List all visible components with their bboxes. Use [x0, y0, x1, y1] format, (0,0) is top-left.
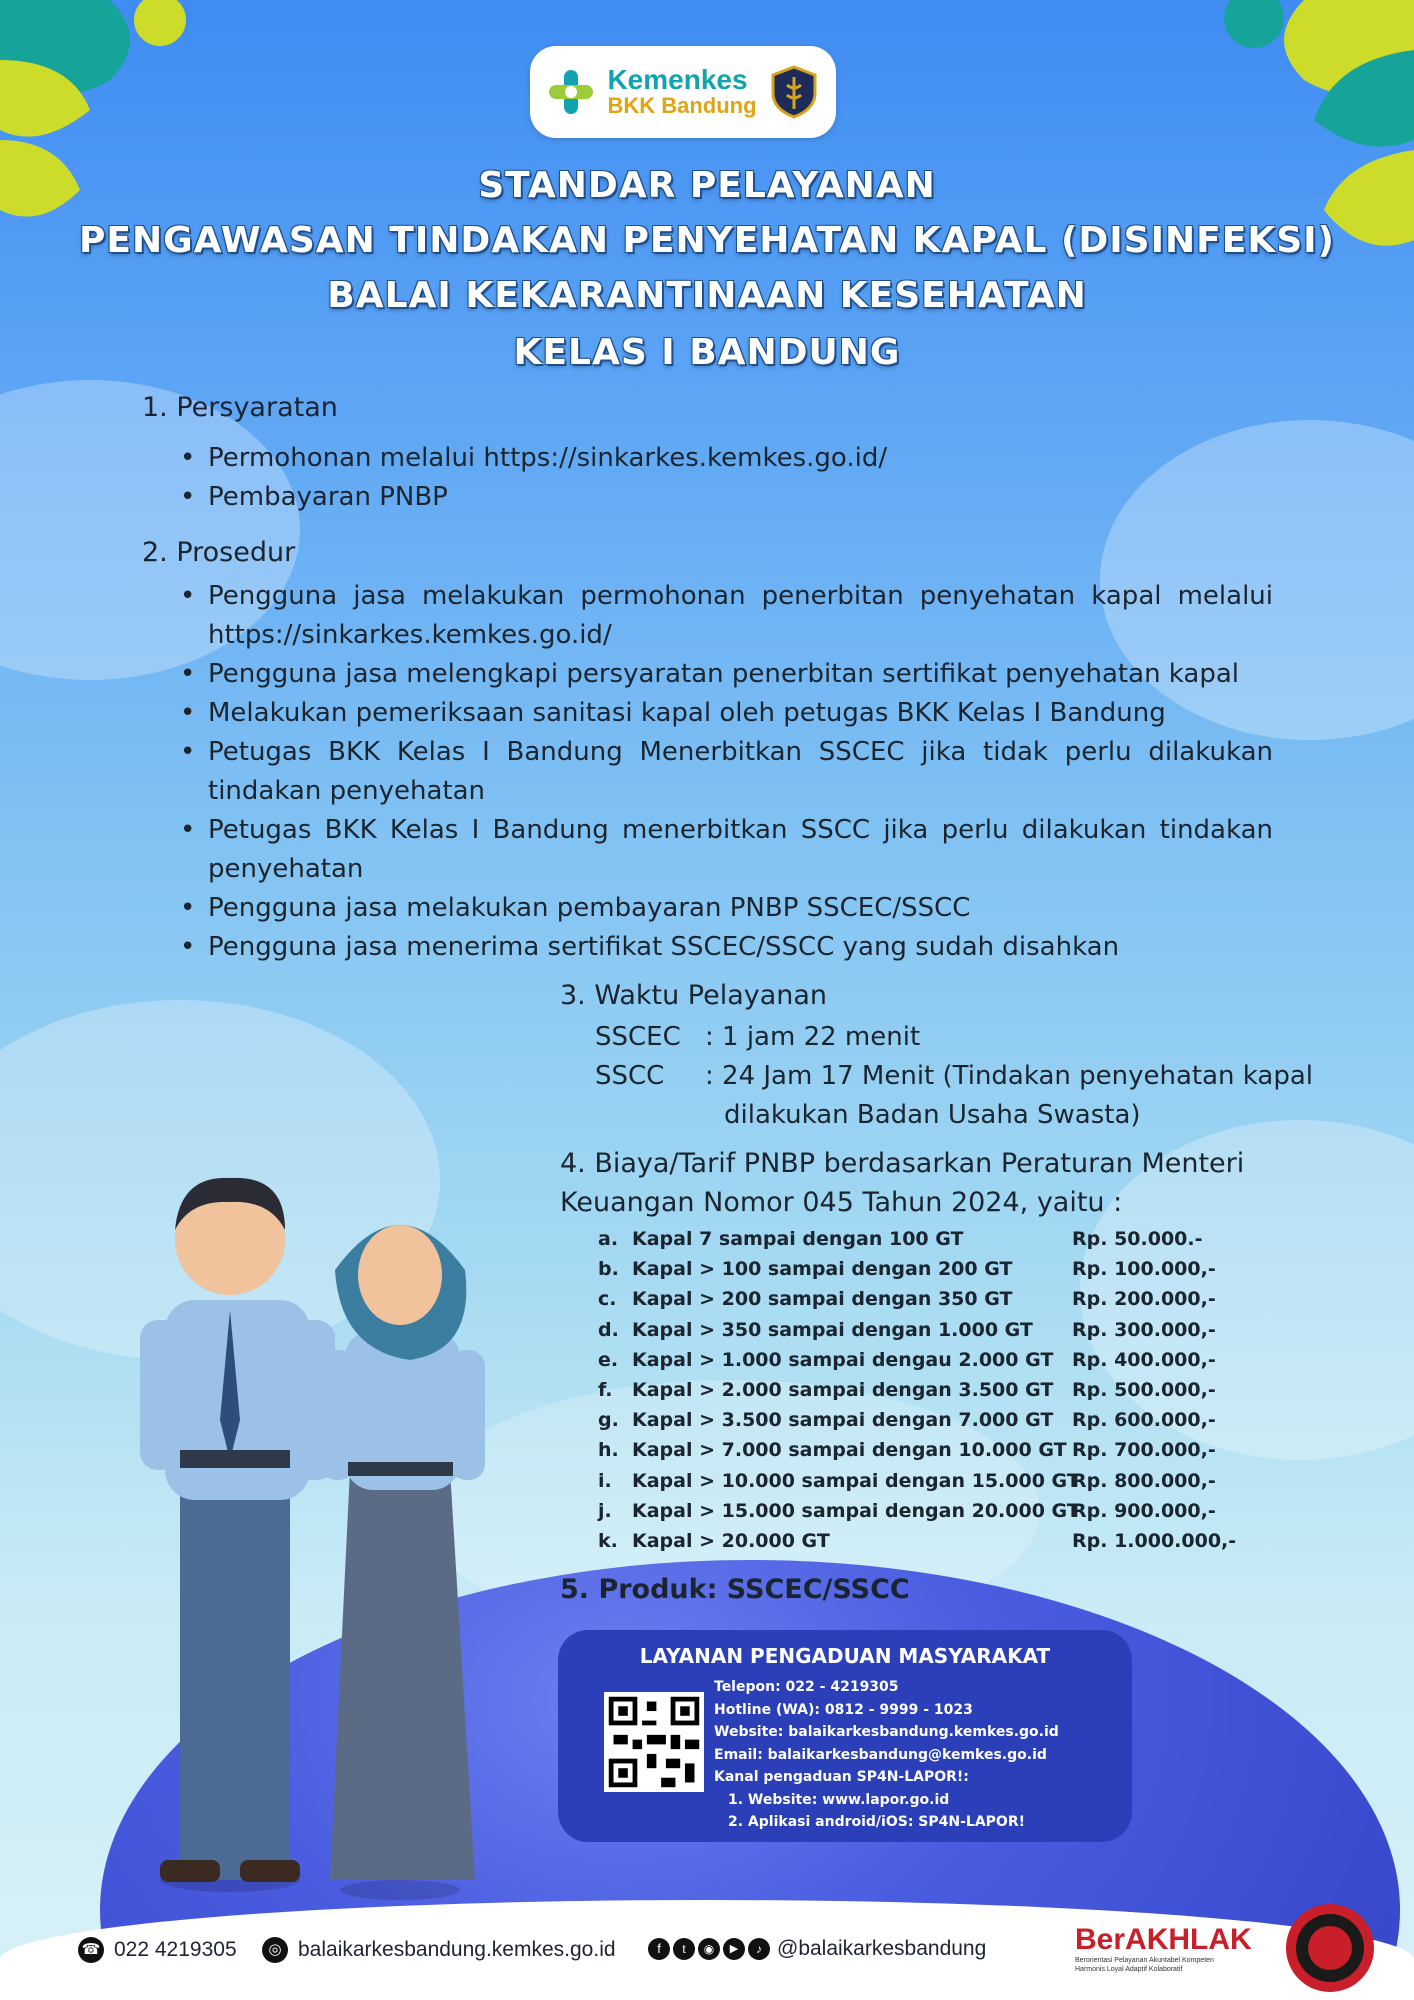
fee-row-description: Kapal 7 sampai dengan 100 GT: [632, 1228, 964, 1250]
facebook-icon: f: [648, 1938, 670, 1960]
fee-row-price: Rp. 500.000,-: [1072, 1379, 1216, 1401]
title-line-4: KELAS I BANDUNG: [513, 332, 901, 373]
fee-row-letter: g.: [598, 1409, 619, 1432]
fee-row-price: Rp. 900.000,-: [1072, 1499, 1216, 1522]
fee-row-price: Rp. 800.000,-: [1072, 1469, 1216, 1492]
prosedur-heading: 2. Prosedur: [142, 537, 296, 568]
footer-website-text: balaikarkesbandung.kemkes.go.id: [298, 1938, 616, 1961]
twitter-icon: t: [673, 1938, 695, 1960]
fee-row-description: Kapal > 1.000 sampai dengau 2.000 GT: [632, 1348, 1054, 1371]
persyaratan-item: • Permohonan melalui https://sinkarkes.kemkes.go.id/: [178, 439, 1268, 478]
fee-row-letter: b.: [598, 1258, 619, 1281]
persyaratan-list: [178, 439, 1268, 517]
youtube-icon: ▶: [723, 1938, 745, 1960]
fee-table: [598, 1228, 1238, 1558]
biaya-heading-line2: Keuangan Nomor 045 Tahun 2024, yaitu :: [560, 1187, 1123, 1218]
persyaratan-heading: 1. Persyaratan: [142, 392, 338, 423]
fee-row-letter: e.: [598, 1348, 619, 1371]
fee-row-price: Rp. 300.000,-: [1072, 1318, 1216, 1341]
prosedur-item: • Pengguna jasa melakukan pembayaran PNBP SSCEC/SSCC: [178, 889, 1273, 928]
sscec-value: : 1 jam 22 menit: [705, 1022, 921, 1052]
title-line-2: PENGAWASAN TINDAKAN PENYEHATAN KAPAL (DISINFEKSI): [78, 220, 1335, 261]
pengaduan-website: Website: balaikarkesbandung.kemkes.go.id: [714, 1724, 1059, 1740]
berakhlak-sub2: Harmonis Loyal Adaptif Kolaboratif: [1075, 1966, 1183, 1973]
pengaduan-details: [714, 1676, 1059, 1834]
fee-row-description: Kapal > 3.500 sampai dengan 7.000 GT: [632, 1409, 1054, 1432]
fee-row-price: Rp. 600.000,-: [1072, 1409, 1216, 1432]
logo-kemenkes-text: Kemenkes: [607, 64, 748, 95]
berakhlak-text: BerAKHLAK: [1075, 1923, 1252, 1956]
fee-row-description: Kapal > 350 sampai dengan 1.000 GT: [632, 1318, 1033, 1341]
fee-row-description: Kapal > 100 sampai dengan 200 GT: [632, 1258, 1013, 1281]
fee-row-description: Kapal > 20.000 GT: [632, 1530, 830, 1552]
prosedur-item: • Melakukan pemeriksaan sanitasi kapal oleh petugas BKK Kelas I Bandung: [178, 694, 1273, 733]
sscc-value: : 24 Jam 17 Menit (Tindakan penyehatan kapal: [705, 1061, 1313, 1091]
fee-row-letter: j.: [598, 1499, 612, 1522]
fee-row-description: Kapal > 200 sampai dengan 350 GT: [632, 1288, 1013, 1311]
footer-phone: [78, 1937, 237, 1963]
fee-row-price: Rp. 400.000,-: [1072, 1348, 1216, 1371]
footer-social: [648, 1937, 986, 1961]
pengaduan-panel: [558, 1630, 1132, 1842]
logo-bkk-text: BKK Bandung: [607, 93, 757, 118]
persyaratan-item: • Pembayaran PNBP: [178, 478, 1268, 517]
produk-heading: 5. Produk: SSCEC/SSCC: [560, 1574, 910, 1605]
pengaduan-hotline: Hotline (WA): 0812 - 9999 - 1023: [714, 1701, 973, 1718]
pengaduan-phone: Telepon: 022 - 4219305: [714, 1679, 899, 1695]
fee-row-letter: k.: [598, 1530, 618, 1552]
sscec-label: SSCEC: [595, 1022, 681, 1052]
fee-row-letter: h.: [598, 1439, 619, 1462]
title-line-3: BALAI KEKARANTINAAN KESEHATAN: [327, 275, 1087, 316]
bangga-melayani-emblem-icon: [1284, 1902, 1376, 1994]
tiktok-icon: ♪: [748, 1938, 770, 1960]
prosedur-list: [178, 577, 1273, 967]
caduceus-emblem-icon: [769, 65, 819, 119]
prosedur-item: • Pengguna jasa melakukan permohonan penerbitan penyehatan kapal melalui https://sinkarkes.kemkes.go.id/: [178, 577, 1273, 655]
instagram-icon: ◉: [698, 1938, 720, 1960]
phone-icon: ☎: [78, 1937, 104, 1963]
fee-row-description: Kapal > 7.000 sampai dengan 10.000 GT: [632, 1439, 1067, 1462]
fee-row-price: Rp. 700.000,-: [1072, 1439, 1216, 1462]
waktu-heading: 3. Waktu Pelayanan: [560, 980, 828, 1011]
kemenkes-logo: [530, 46, 836, 138]
officers-illustration: [80, 1160, 540, 1900]
fee-row-letter: d.: [598, 1318, 619, 1341]
prosedur-item: • Pengguna jasa melengkapi persyaratan penerbitan sertifikat penyehatan kapal: [178, 655, 1273, 694]
fee-row-letter: i.: [598, 1469, 612, 1492]
footer-website: [262, 1937, 616, 1963]
footer-social-text: @balaikarkesbandung: [777, 1937, 987, 1960]
prosedur-item: • Petugas BKK Kelas I Bandung menerbitkan SSCC jika perlu dilakukan tindakan penyehatan: [178, 811, 1273, 889]
sscc-label: SSCC: [595, 1061, 665, 1091]
pengaduan-lapor: Kanal pengaduan SP4N-LAPOR!:: [714, 1769, 969, 1785]
pengaduan-lapor-app: 2. Aplikasi android/iOS: SP4N-LAPOR!: [728, 1814, 1025, 1830]
fee-row-price: Rp. 50.000.-: [1072, 1228, 1203, 1250]
globe-icon: ◎: [262, 1937, 288, 1963]
berakhlak-logo: [1075, 1924, 1275, 1974]
prosedur-item: • Pengguna jasa menerima sertifikat SSCEC/SSCC yang sudah disahkan: [178, 928, 1273, 967]
fee-row-description: Kapal > 2.000 sampai dengan 3.500 GT: [632, 1379, 1054, 1401]
pengaduan-heading: LAYANAN PENGADUAN MASYARAKAT: [639, 1644, 1051, 1668]
fee-row-letter: f.: [598, 1379, 613, 1401]
fee-row-description: Kapal > 15.000 sampai dengan 20.000 GT: [632, 1499, 1080, 1522]
footer-phone-text: 022 4219305: [114, 1938, 237, 1961]
fee-row-price: Rp. 100.000,-: [1072, 1258, 1216, 1281]
qr-code-icon: [604, 1692, 704, 1792]
biaya-heading-line1: 4. Biaya/Tarif PNBP berdasarkan Peraturan Menteri: [560, 1148, 1245, 1179]
fee-row-letter: c.: [598, 1288, 617, 1311]
pengaduan-email: Email: balaikarkesbandung@kemkes.go.id: [714, 1746, 1047, 1763]
pengaduan-lapor-website: 1. Website: www.lapor.go.id: [728, 1791, 950, 1808]
fee-row-price: Rp. 200.000,-: [1072, 1288, 1216, 1311]
fee-row-letter: a.: [598, 1228, 619, 1250]
plus-logo-icon: [547, 68, 595, 116]
fee-row-description: Kapal > 10.000 sampai dengan 15.000 GT: [632, 1469, 1080, 1492]
prosedur-item: • Petugas BKK Kelas I Bandung Menerbitkan SSCEC jika tidak perlu dilakukan tindakan penyehatan: [178, 733, 1273, 811]
berakhlak-sub1: Berorientasi Pelayanan Akuntabel Kompeten: [1075, 1957, 1214, 1964]
fee-row-price: Rp. 1.000.000,-: [1072, 1530, 1237, 1552]
sscc-value-continued: dilakukan Badan Usaha Swasta): [724, 1100, 1141, 1130]
title-line-1: STANDAR PELAYANAN: [478, 165, 936, 206]
